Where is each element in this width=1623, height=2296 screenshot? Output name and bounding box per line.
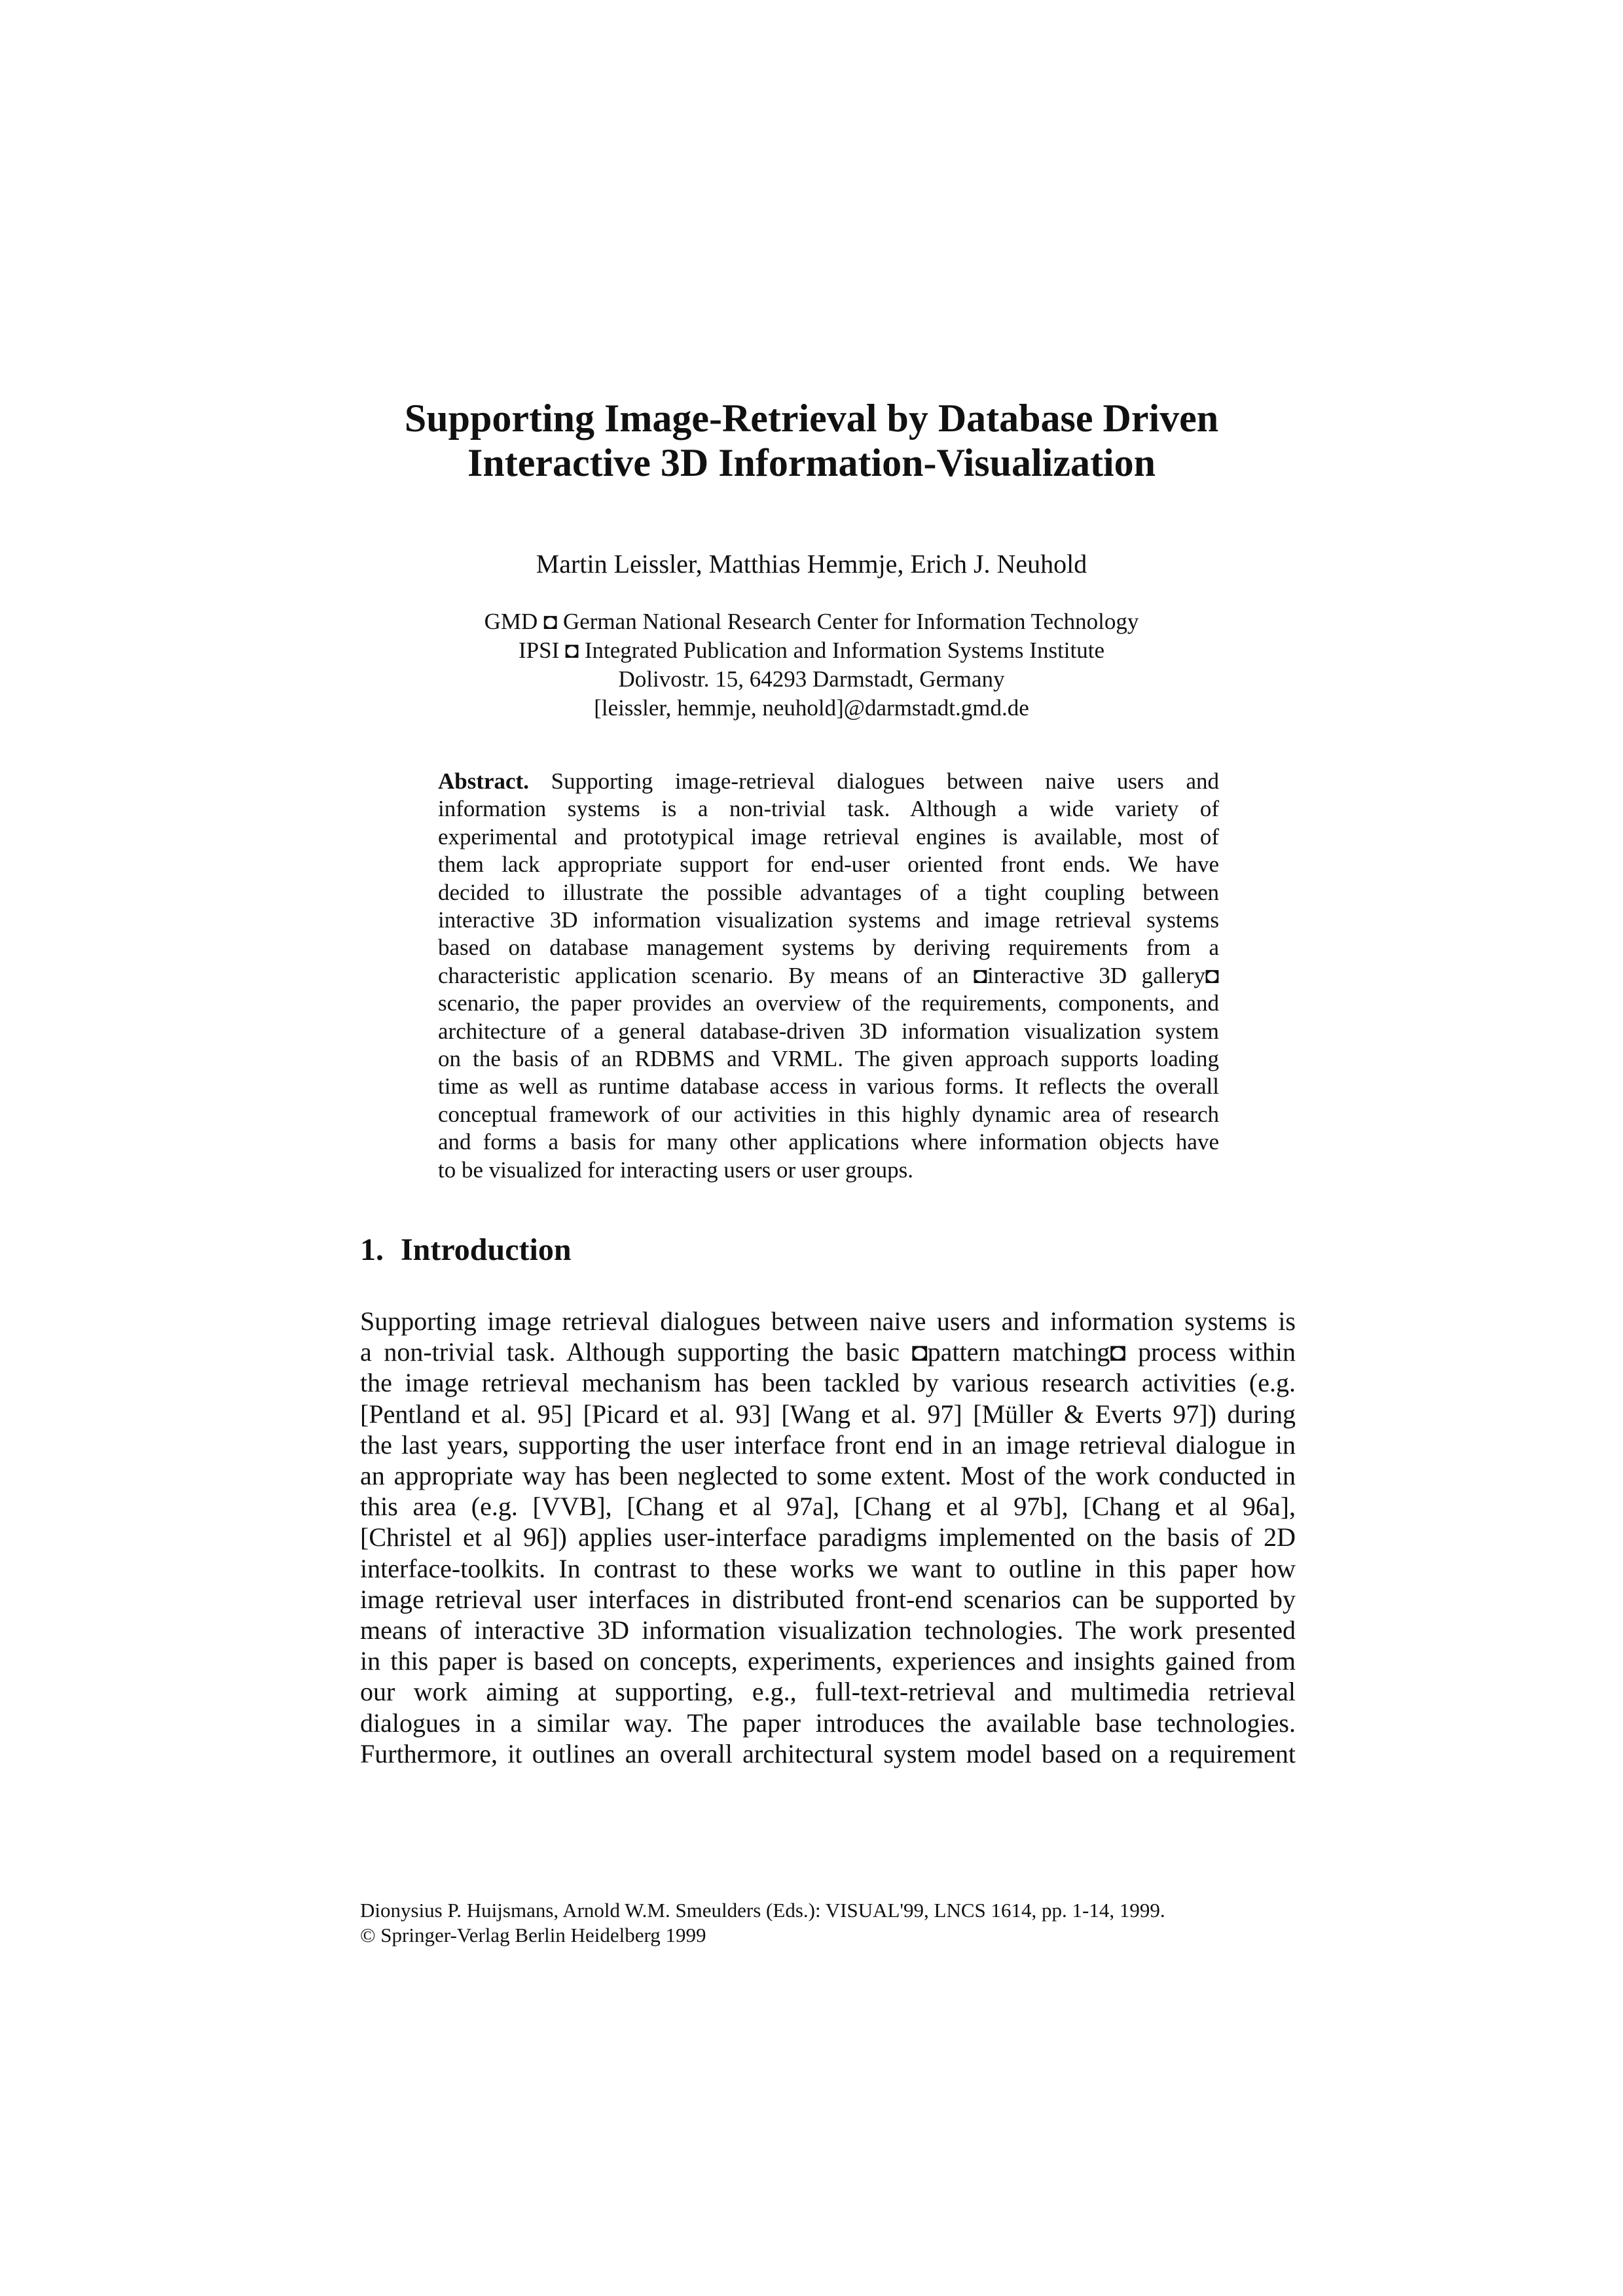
body-line: image retrieval user interfaces in distributed front-end scenarios can be supported by xyxy=(360,1584,1296,1614)
abstract-line: interactive 3D information visualization systems and image retrieval systems xyxy=(438,907,1219,933)
abstract-line: on the basis of an RDBMS and VRML. The given approach supports loading xyxy=(438,1046,1219,1072)
copyright-line: © Springer-Verlag Berlin Heidelberg 1999 xyxy=(360,1924,706,1946)
body-line: our work aiming at supporting, e.g., full-text-retrieval and multimedia retrieval xyxy=(360,1677,1296,1707)
body-line: Furthermore, it outlines an overall architectural system model based on a requirement xyxy=(360,1738,1296,1768)
body-line: the last years, supporting the user interface front end in an image retrieval dialogue in xyxy=(360,1429,1296,1460)
abstract-line: based on database management systems by deriving requirements from a xyxy=(438,935,1219,961)
body-line: Supporting image retrieval dialogues between naive users and information systems is xyxy=(360,1306,1296,1336)
title-line: Interactive 3D Information-Visualization xyxy=(467,441,1156,484)
citation-line: Dionysius P. Huijsmans, Arnold W.M. Smeulders (Eds.): VISUAL'99, LNCS 1614, pp. 1-14, 1999. xyxy=(360,1899,1165,1922)
section-number: 1. xyxy=(360,1232,384,1267)
paper-title xyxy=(367,396,1256,485)
affiliation-line: GMD ◘ German National Research Center for Information Technology xyxy=(484,609,1139,634)
abstract-line: conceptual framework of our activities in this highly dynamic area of research xyxy=(438,1101,1219,1127)
abstract-line xyxy=(438,768,1219,795)
footer-citation xyxy=(360,1898,1296,1948)
abstract-line: decided to illustrate the possible advantages of a tight coupling between xyxy=(438,879,1219,905)
abstract-line: architecture of a general database-driven 3D information visualization system xyxy=(438,1018,1219,1044)
body-line: this area (e.g. [VVB], [Chang et al 97a], [Chang et al 97b], [Chang et al 96a], xyxy=(360,1492,1296,1522)
body-line: the image retrieval mechanism has been tackled by various research activities (e.g. xyxy=(360,1368,1296,1398)
affiliation-block xyxy=(367,607,1256,723)
affiliation-line: IPSI ◘ Integrated Publication and Information Systems Institute xyxy=(518,637,1105,663)
abstract-line: to be visualized for interacting users or user groups. xyxy=(438,1157,914,1183)
abstract-line: time as well as runtime database access in various forms. It reflects the overall xyxy=(438,1073,1219,1100)
body-line: an appropriate way has been neglected to some extent. Most of the work conducted in xyxy=(360,1461,1296,1491)
body-line: [Pentland et al. 95] [Picard et al. 93] [Wang et al. 97] [Müller & Everts 97]) during xyxy=(360,1399,1296,1429)
abstract-label: Abstract. xyxy=(438,768,529,794)
abstract-line: characteristic application scenario. By means of an ◘interactive 3D gallery◘ xyxy=(438,962,1219,988)
affiliation-line: Dolivostr. 15, 64293 Darmstadt, Germany xyxy=(618,666,1005,692)
title-line: Supporting Image-Retrieval by Database Driven xyxy=(404,397,1219,440)
body-line: means of interactive 3D information visualization technologies. The work presented xyxy=(360,1615,1296,1645)
body-line: in this paper is based on concepts, experiments, experiences and insights gained from xyxy=(360,1646,1296,1676)
abstract-line: experimental and prototypical image retrieval engines is available, most of xyxy=(438,823,1219,850)
body-line: [Christel et al 96]) applies user-interface paradigms implemented on the basis of 2D xyxy=(360,1522,1296,1552)
introduction-paragraph xyxy=(360,1306,1296,1769)
abstract-line: scenario, the paper provides an overview of the requirements, components, and xyxy=(438,990,1219,1016)
abstract-first-line: Supporting image-retrieval dialogues between naive users and xyxy=(551,768,1219,794)
body-line: a non-trivial task. Although supporting the basic ◘pattern matching◘ process within xyxy=(360,1337,1296,1367)
abstract xyxy=(438,768,1219,1184)
section-heading-introduction xyxy=(360,1232,572,1268)
abstract-line: information systems is a non-trivial task. Although a wide variety of xyxy=(438,796,1219,822)
abstract-line: them lack appropriate support for end-user oriented front ends. We have xyxy=(438,852,1219,878)
abstract-line: and forms a basis for many other applications where information objects have xyxy=(438,1129,1219,1155)
body-line: interface-toolkits. In contrast to these works we want to outline in this paper how xyxy=(360,1553,1296,1583)
body-line: dialogues in a similar way. The paper introduces the available base technologies. xyxy=(360,1708,1296,1738)
author-emails: [leissler, hemmje, neuhold]@darmstadt.gmd.de xyxy=(594,695,1029,721)
section-title: Introduction xyxy=(401,1232,572,1267)
author-list: Martin Leissler, Matthias Hemmje, Erich J. Neuhold xyxy=(536,549,1087,579)
